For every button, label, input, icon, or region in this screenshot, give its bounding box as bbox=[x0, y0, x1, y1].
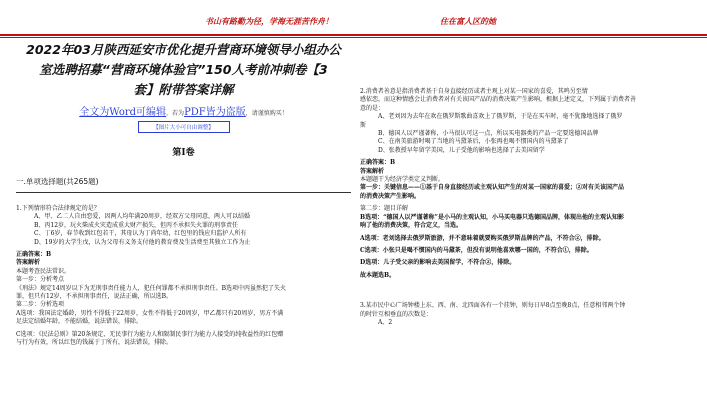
option-line: D、张教授早年留学美国，儿子受他的影响也选择了去美国留学 bbox=[378, 146, 545, 154]
title-line: 室选聘招募“营商环境体验官”150人考前冲刺卷【3 bbox=[39, 62, 328, 77]
analysis-line: 第一步：分析考点 bbox=[16, 276, 65, 284]
analysis-line: A选项：我国法定婚龄，男性不得低于22周岁，女性不得低于20周岁，甲乙都只有20周岁，男方不满 bbox=[16, 309, 284, 317]
download-notice bbox=[16, 103, 351, 118]
analysis-heading: 答案解析 bbox=[16, 259, 41, 267]
header-divider-thin bbox=[0, 37, 707, 38]
notice-sep-2: ，请谨慎购买！ bbox=[245, 110, 288, 117]
image-resize-hint: 【图片大小可自由调整】 bbox=[138, 121, 230, 133]
conclusion-line: 故本题选B。 bbox=[360, 271, 396, 279]
analysis-line: C选项：《民法总则》第20条规定，无民事行为能力人和限制民事行为能力人接受的纯收益性的红包赠 bbox=[16, 330, 284, 338]
option-line: A、老刘因为去年在欢在俄罗斯歌曲喜欢上了俄罗斯，于是在买车时，毫不犹豫地选择了俄罗 bbox=[378, 113, 623, 121]
analysis-line: 第二步：分析选项 bbox=[16, 301, 65, 309]
option-line: A、甲、乙二人自由恋爱，因两人均年满20周岁，经双方父母同意，两人可以结婚 bbox=[34, 213, 250, 221]
analysis-line: A选项：老刘选择去俄罗斯旅游，并不意味着就要购买俄罗斯品牌的产品，不符合②，排除。 bbox=[360, 234, 605, 242]
analysis-line: D选项：儿子受父亲的影响去美国留学，不符合②，排除。 bbox=[360, 259, 516, 267]
option-line: B、德国人以严谨著称，小马很认可这一点，所以买电器类的产品一定要选德国品牌 bbox=[378, 130, 599, 138]
left-column bbox=[16, 40, 351, 400]
volume-heading: 第I卷 bbox=[172, 148, 195, 158]
question-stem: 3.某市民中心广场钟楼上东、西、南、北四面各有一个挂钟，则每日早8点至晚8点，任意相邻两个钟 bbox=[360, 302, 626, 310]
option-line: B、丙12岁，玩火柴成火灾造成重大财产损失，但丙不承担失火罪的刑事责任 bbox=[34, 221, 239, 229]
right-column bbox=[360, 40, 695, 400]
option-line: 斯 bbox=[360, 121, 367, 129]
title-line: 2022年03月陕西延安市优化提升营商环境领导小组办公 bbox=[26, 42, 341, 57]
title-line: 套】附带答案详解 bbox=[133, 82, 234, 97]
header-divider bbox=[0, 34, 707, 36]
analysis-line: 响了他的消费决策，符合定义，当选。 bbox=[360, 222, 463, 230]
analysis-line: 与行为有效，所以红包的钱属于丁所有，说法错误，排除。 bbox=[16, 339, 173, 347]
header-slogan-right: 住在富人区的她 bbox=[440, 17, 496, 26]
analysis-line: 本题题干为经济学类定义判断。 bbox=[360, 176, 445, 184]
analysis-line: 足法定结婚年龄，不能结婚，说法错误，排除。 bbox=[16, 318, 143, 326]
word-edit-link[interactable]: 全文为Word可编辑 bbox=[79, 107, 167, 118]
header-slogan-left: 书山有路勤为径，学海无涯苦作舟！ bbox=[205, 17, 333, 26]
question-stem: 感依恋，而这种情感会让消费者对有关该国产品的消费决策产生影响，根据上述定义，下列属于消费者善 bbox=[360, 96, 637, 104]
question-stem: 的时针互相垂直的次数是： bbox=[360, 310, 433, 318]
question-stem: 意的是： bbox=[360, 104, 385, 112]
analysis-line: C选项：小张只是喝不惯国内的马黛茶，但没有说明他喜欢哪一国的，不符合①，排除。 bbox=[360, 246, 593, 254]
analysis-line: B选项：“德国人以严谨著称”是小马的主观认知，小马买电器只选德国品牌，体现出他的主观认知影 bbox=[360, 213, 624, 221]
analysis-line: 罪，但只有12岁，不承担刑事责任，说法正确，所以选B。 bbox=[16, 293, 173, 301]
answer-line: 正确答案：B bbox=[360, 159, 396, 167]
option-line: C、丁6岁，春节收到红包若干，其母认为丁尚年幼，红包里的钱应归监护人所有 bbox=[34, 230, 247, 238]
notice-sep-1: ，若为 bbox=[166, 110, 185, 117]
question-stem: 1.下列情形符合法律规定的是？ bbox=[16, 205, 100, 212]
analysis-line: 本题考查民法常识。 bbox=[16, 267, 71, 275]
analysis-heading: 答案解析 bbox=[360, 167, 385, 175]
analysis-line: 第二步：题目详解 bbox=[360, 205, 409, 213]
analysis-line: 第一步：关键信息——①基于自身直接经历或主观认知产生的对某一国家的喜爱；②对有关该国产品 bbox=[360, 184, 625, 192]
page-header bbox=[0, 0, 707, 38]
analysis-line: 《刑法》规定14周岁以下为无刑事责任能力人，犯任何罪都不承担刑事责任。B选项中丙虽然犯了失火 bbox=[16, 284, 287, 292]
option-line: C、在南美旅游时喝了当地的马黛茶后，小张再也喝不惯国内的马黛茶了 bbox=[378, 138, 569, 146]
section-title: 一.单项选择题(共265题) bbox=[16, 177, 99, 186]
option-line: A、2 bbox=[378, 318, 393, 326]
answer-line: 正确答案：B bbox=[16, 251, 52, 259]
analysis-line: 的消费决策产生影响。 bbox=[360, 192, 421, 200]
option-line: D、19岁的大学生戊，认为父母有义务支付他的教育费及生活费至其独立工作为止 bbox=[34, 238, 251, 246]
section-divider bbox=[16, 192, 351, 193]
question-stem: 2.消费者善意是指消费者基于自身直接经历或者主观上对某一国家的喜爱，其鸣另至情 bbox=[360, 88, 588, 95]
document-title bbox=[16, 40, 351, 100]
pdf-piracy-link[interactable]: PDF皆为盗版 bbox=[184, 107, 246, 118]
